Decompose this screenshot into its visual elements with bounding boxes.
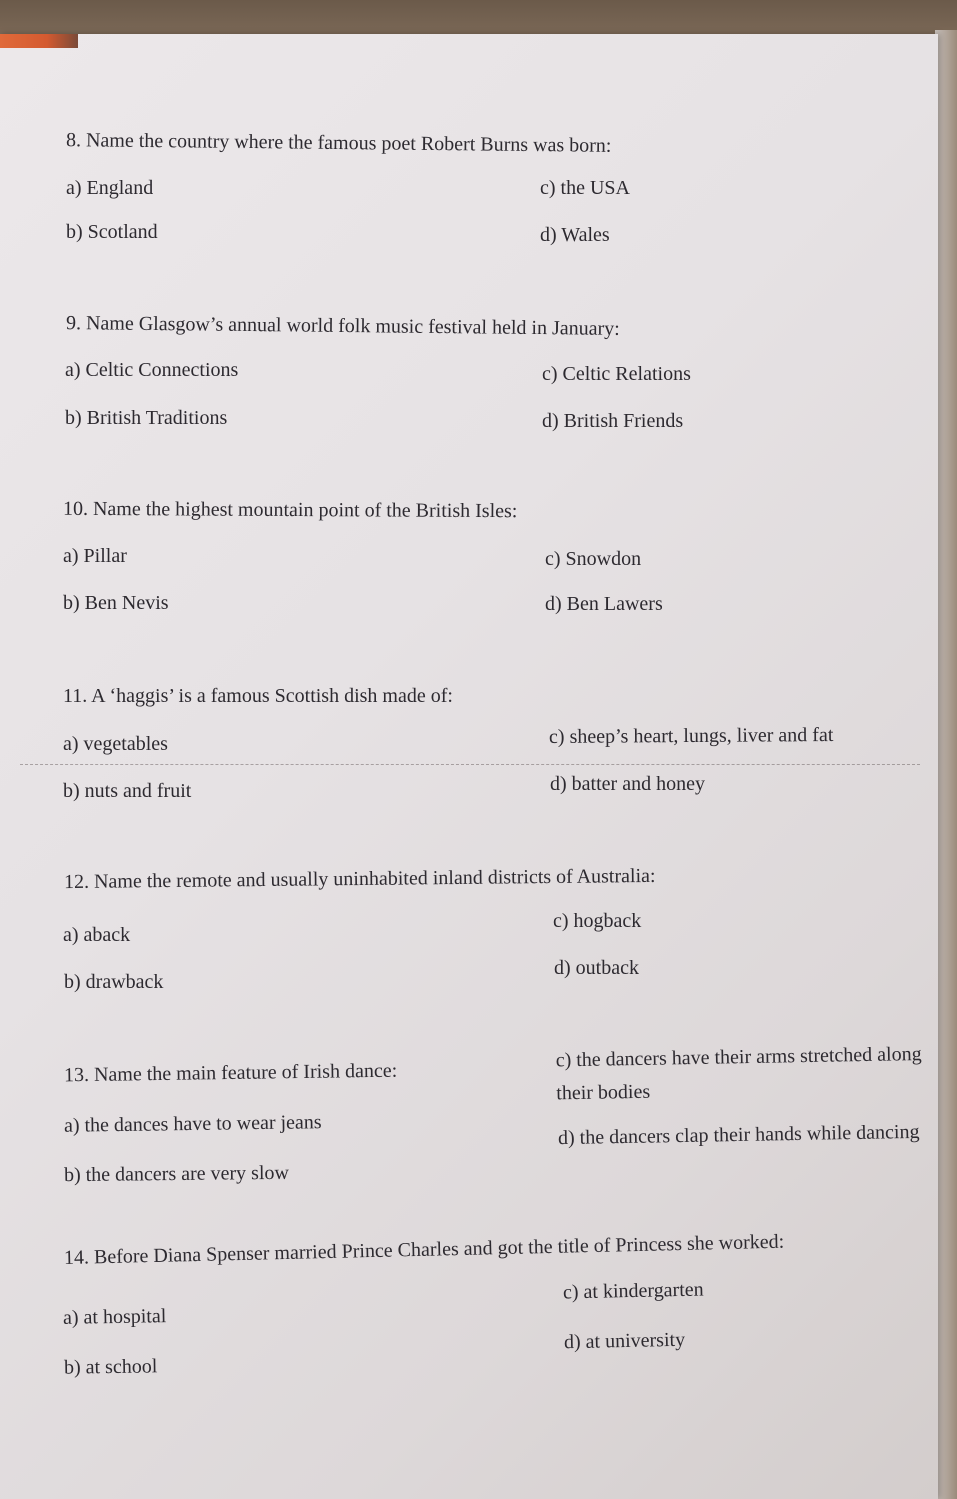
option-d: d) British Friends — [542, 410, 684, 432]
question-stem: 8. Name the country where the famous poet Robert Burns was born: — [65, 129, 612, 157]
option-c: c) the USA — [540, 177, 630, 199]
option-d: d) Wales — [540, 224, 610, 246]
option-a: a) at hospital — [62, 1305, 167, 1329]
option-c: c) the dancers have their arms stretched along their bodies — [555, 1043, 922, 1105]
option-c: c) Celtic Relations — [542, 363, 691, 385]
option-b: b) Scotland — [66, 221, 158, 243]
orange-tab — [0, 34, 78, 48]
option-c: c) sheep’s heart, lungs, liver and fat — [548, 724, 834, 748]
option-a: a) aback — [63, 924, 131, 946]
option-a: a) Pillar — [63, 545, 127, 567]
quiz-sheet — [0, 34, 938, 1499]
option-c: c) at kindergarten — [562, 1278, 704, 1304]
option-d: d) outback — [554, 957, 639, 979]
option-a: a) England — [66, 177, 154, 199]
option-c: c) Snowdon — [545, 548, 642, 570]
option-a: a) vegetables — [63, 733, 168, 755]
question-stem: 11. A ‘haggis’ is a famous Scottish dish made of: — [63, 685, 453, 707]
option-b: b) at school — [63, 1355, 158, 1379]
fold-line — [20, 764, 920, 765]
option-b: b) British Traditions — [65, 407, 228, 429]
option-c: c) hogback — [553, 910, 642, 932]
paper-edge — [935, 30, 957, 1499]
option-b: b) the dancers are very slow — [63, 1161, 290, 1187]
question-stem: 10. Name the highest mountain point of the British Isles: — [62, 497, 518, 523]
option-b: b) Ben Nevis — [63, 592, 169, 614]
option-d: d) Ben Lawers — [545, 593, 663, 615]
option-a: a) Celtic Connections — [65, 359, 239, 381]
option-d: d) at university — [563, 1328, 686, 1354]
question-stem: 9. Name Glasgow’s annual world folk music festival held in January: — [65, 312, 620, 340]
question-stem: 13. Name the main feature of Irish dance: — [63, 1059, 398, 1087]
option-b: b) drawback — [64, 971, 164, 993]
question-stem: 14. Before Diana Spenser married Prince Charles and got the title of Princess she worked: — [63, 1230, 785, 1269]
option-a: a) the dances have to wear jeans — [63, 1111, 322, 1137]
option-d: d) batter and honey — [550, 773, 705, 795]
option-d: d) the dancers clap their hands while dancing — [557, 1120, 920, 1150]
question-stem: 12. Name the remote and usually uninhabited inland districts of Australia: — [63, 864, 656, 894]
option-b: b) nuts and fruit — [63, 780, 192, 802]
